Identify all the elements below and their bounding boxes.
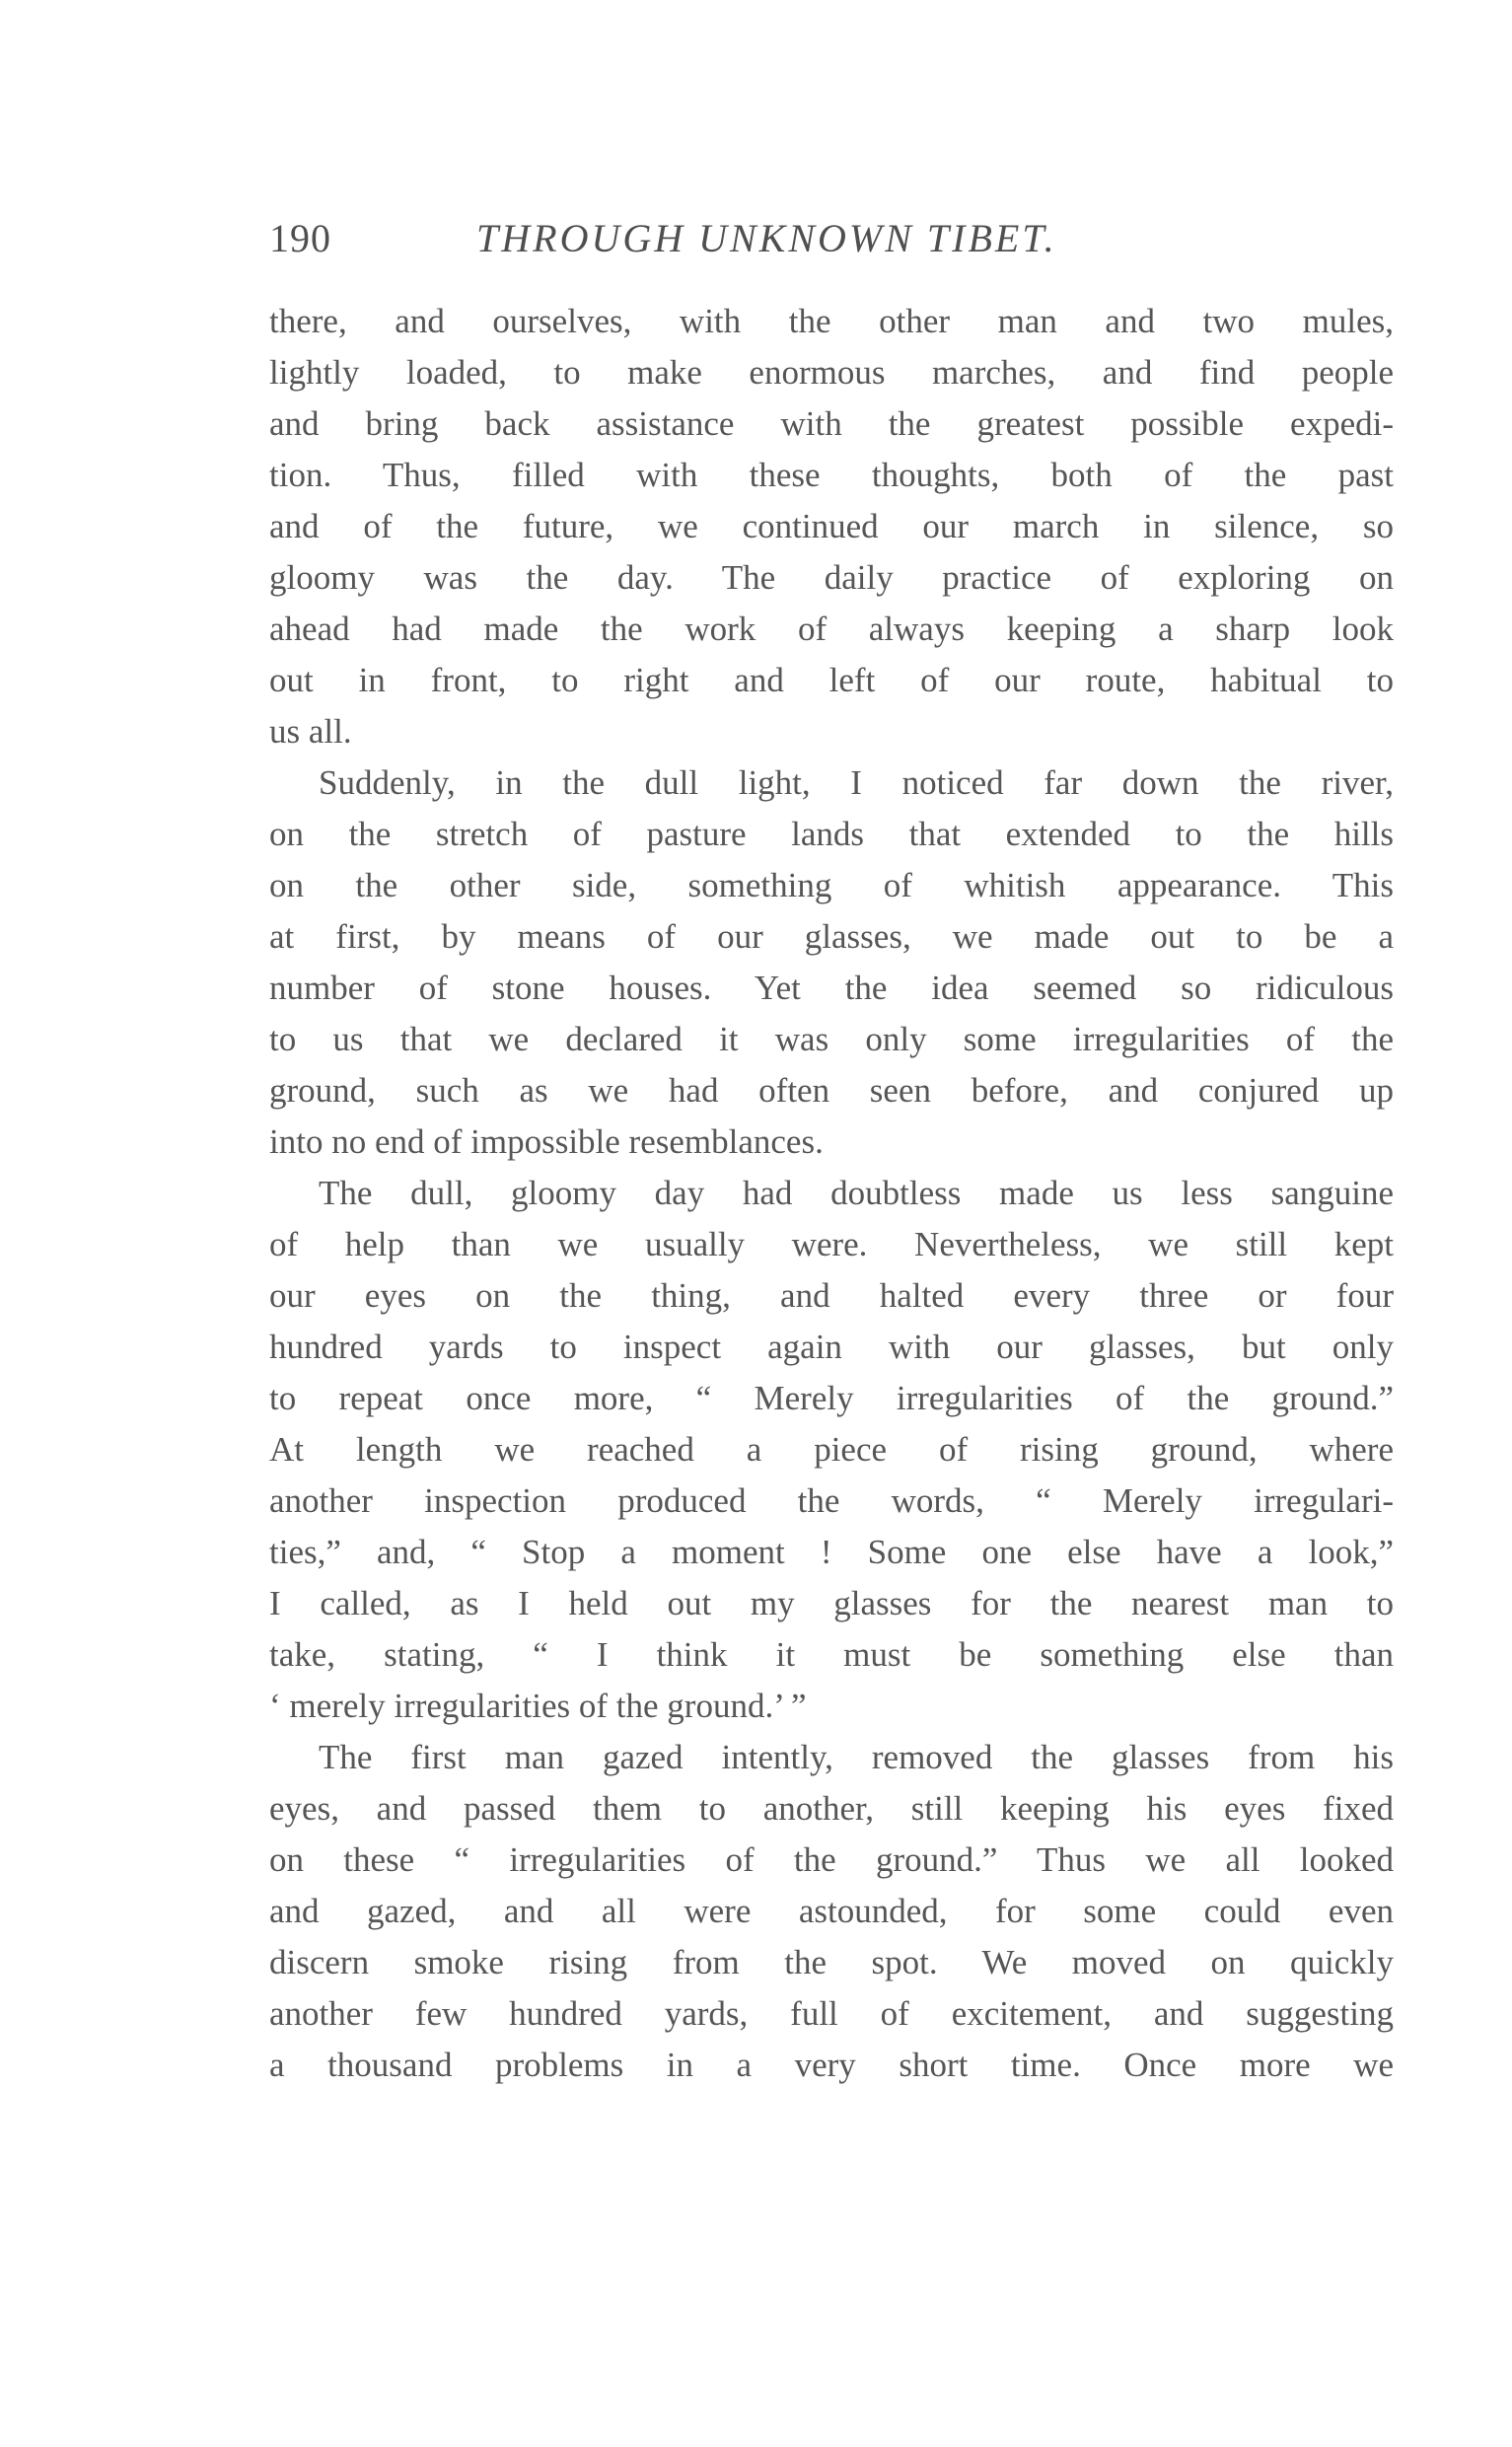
running-title: THROUGH UNKNOWN TIBET. (476, 216, 1057, 260)
paragraph-first-line: The first man gazed intently, removed the glasses from his (319, 1738, 1394, 1776)
text-line: hundred yards to inspect again with our glasses, but only (269, 1328, 1394, 1366)
text-line: another few hundred yards, full of excitement, and suggesting (269, 1994, 1394, 2033)
text-line: take, stating, “ I think it must be something else than (269, 1635, 1394, 1674)
text-line: to repeat once more, “ Merely irregularities of the ground.” (269, 1379, 1394, 1417)
text-line: on these “ irregularities of the ground.” Thus we all looked (269, 1840, 1394, 1879)
text-line: discern smoke rising from the spot. We moved on quickly (269, 1943, 1394, 1981)
text-line: to us that we declared it was only some irregularities of the (269, 1020, 1394, 1058)
paragraph-first-line: Suddenly, in the dull light, I noticed far down the river, (319, 763, 1394, 802)
text-line: ‘ merely irregularities of the ground.’ ” (269, 1687, 807, 1725)
text-line: lightly loaded, to make enormous marches, and find people (269, 353, 1394, 392)
text-line: eyes, and passed them to another, still keeping his eyes fixed (269, 1789, 1394, 1828)
body-text (269, 296, 1394, 2091)
text-line: ground, such as we had often seen before, and conjured up (269, 1071, 1394, 1110)
text-line: on the other side, something of whitish appearance. This (269, 866, 1394, 904)
text-line: I called, as I held out my glasses for the nearest man to (269, 1584, 1394, 1622)
text-line: another inspection produced the words, “ Merely irregulari- (269, 1481, 1394, 1520)
text-line: on the stretch of pasture lands that extended to the hills (269, 815, 1394, 853)
text-line: number of stone houses. Yet the idea seemed so ridiculous (269, 969, 1394, 1007)
text-line: us all. (269, 712, 352, 751)
page-number: 190 (269, 216, 331, 260)
text-line: and of the future, we continued our march in silence, so (269, 507, 1394, 545)
text-line: ahead had made the work of always keeping a sharp look (269, 610, 1394, 648)
text-line: of help than we usually were. Nevertheless, we still kept (269, 1225, 1394, 1263)
text-line: gloomy was the day. The daily practice of exploring on (269, 558, 1394, 597)
text-line: our eyes on the thing, and halted every three or four (269, 1276, 1394, 1315)
text-line: at first, by means of our glasses, we made out to be a (269, 917, 1394, 956)
text-line: there, and ourselves, with the other man and two mules, (269, 302, 1394, 340)
text-line: a thousand problems in a very short time. Once more we (269, 2046, 1394, 2084)
text-line: into no end of impossible resemblances. (269, 1122, 824, 1161)
text-line: tion. Thus, filled with these thoughts, both of the past (269, 456, 1394, 494)
text-line: At length we reached a piece of rising ground, where (269, 1430, 1394, 1469)
text-line: out in front, to right and left of our route, habitual to (269, 661, 1394, 699)
text-line: ties,” and, “ Stop a moment ! Some one else have a look,” (269, 1533, 1394, 1571)
text-line: and gazed, and all were astounded, for some could even (269, 1892, 1394, 1930)
text-line: and bring back assistance with the greatest possible expedi- (269, 404, 1394, 443)
paragraph-first-line: The dull, gloomy day had doubtless made us less sanguine (319, 1174, 1394, 1212)
running-head (269, 209, 1394, 268)
